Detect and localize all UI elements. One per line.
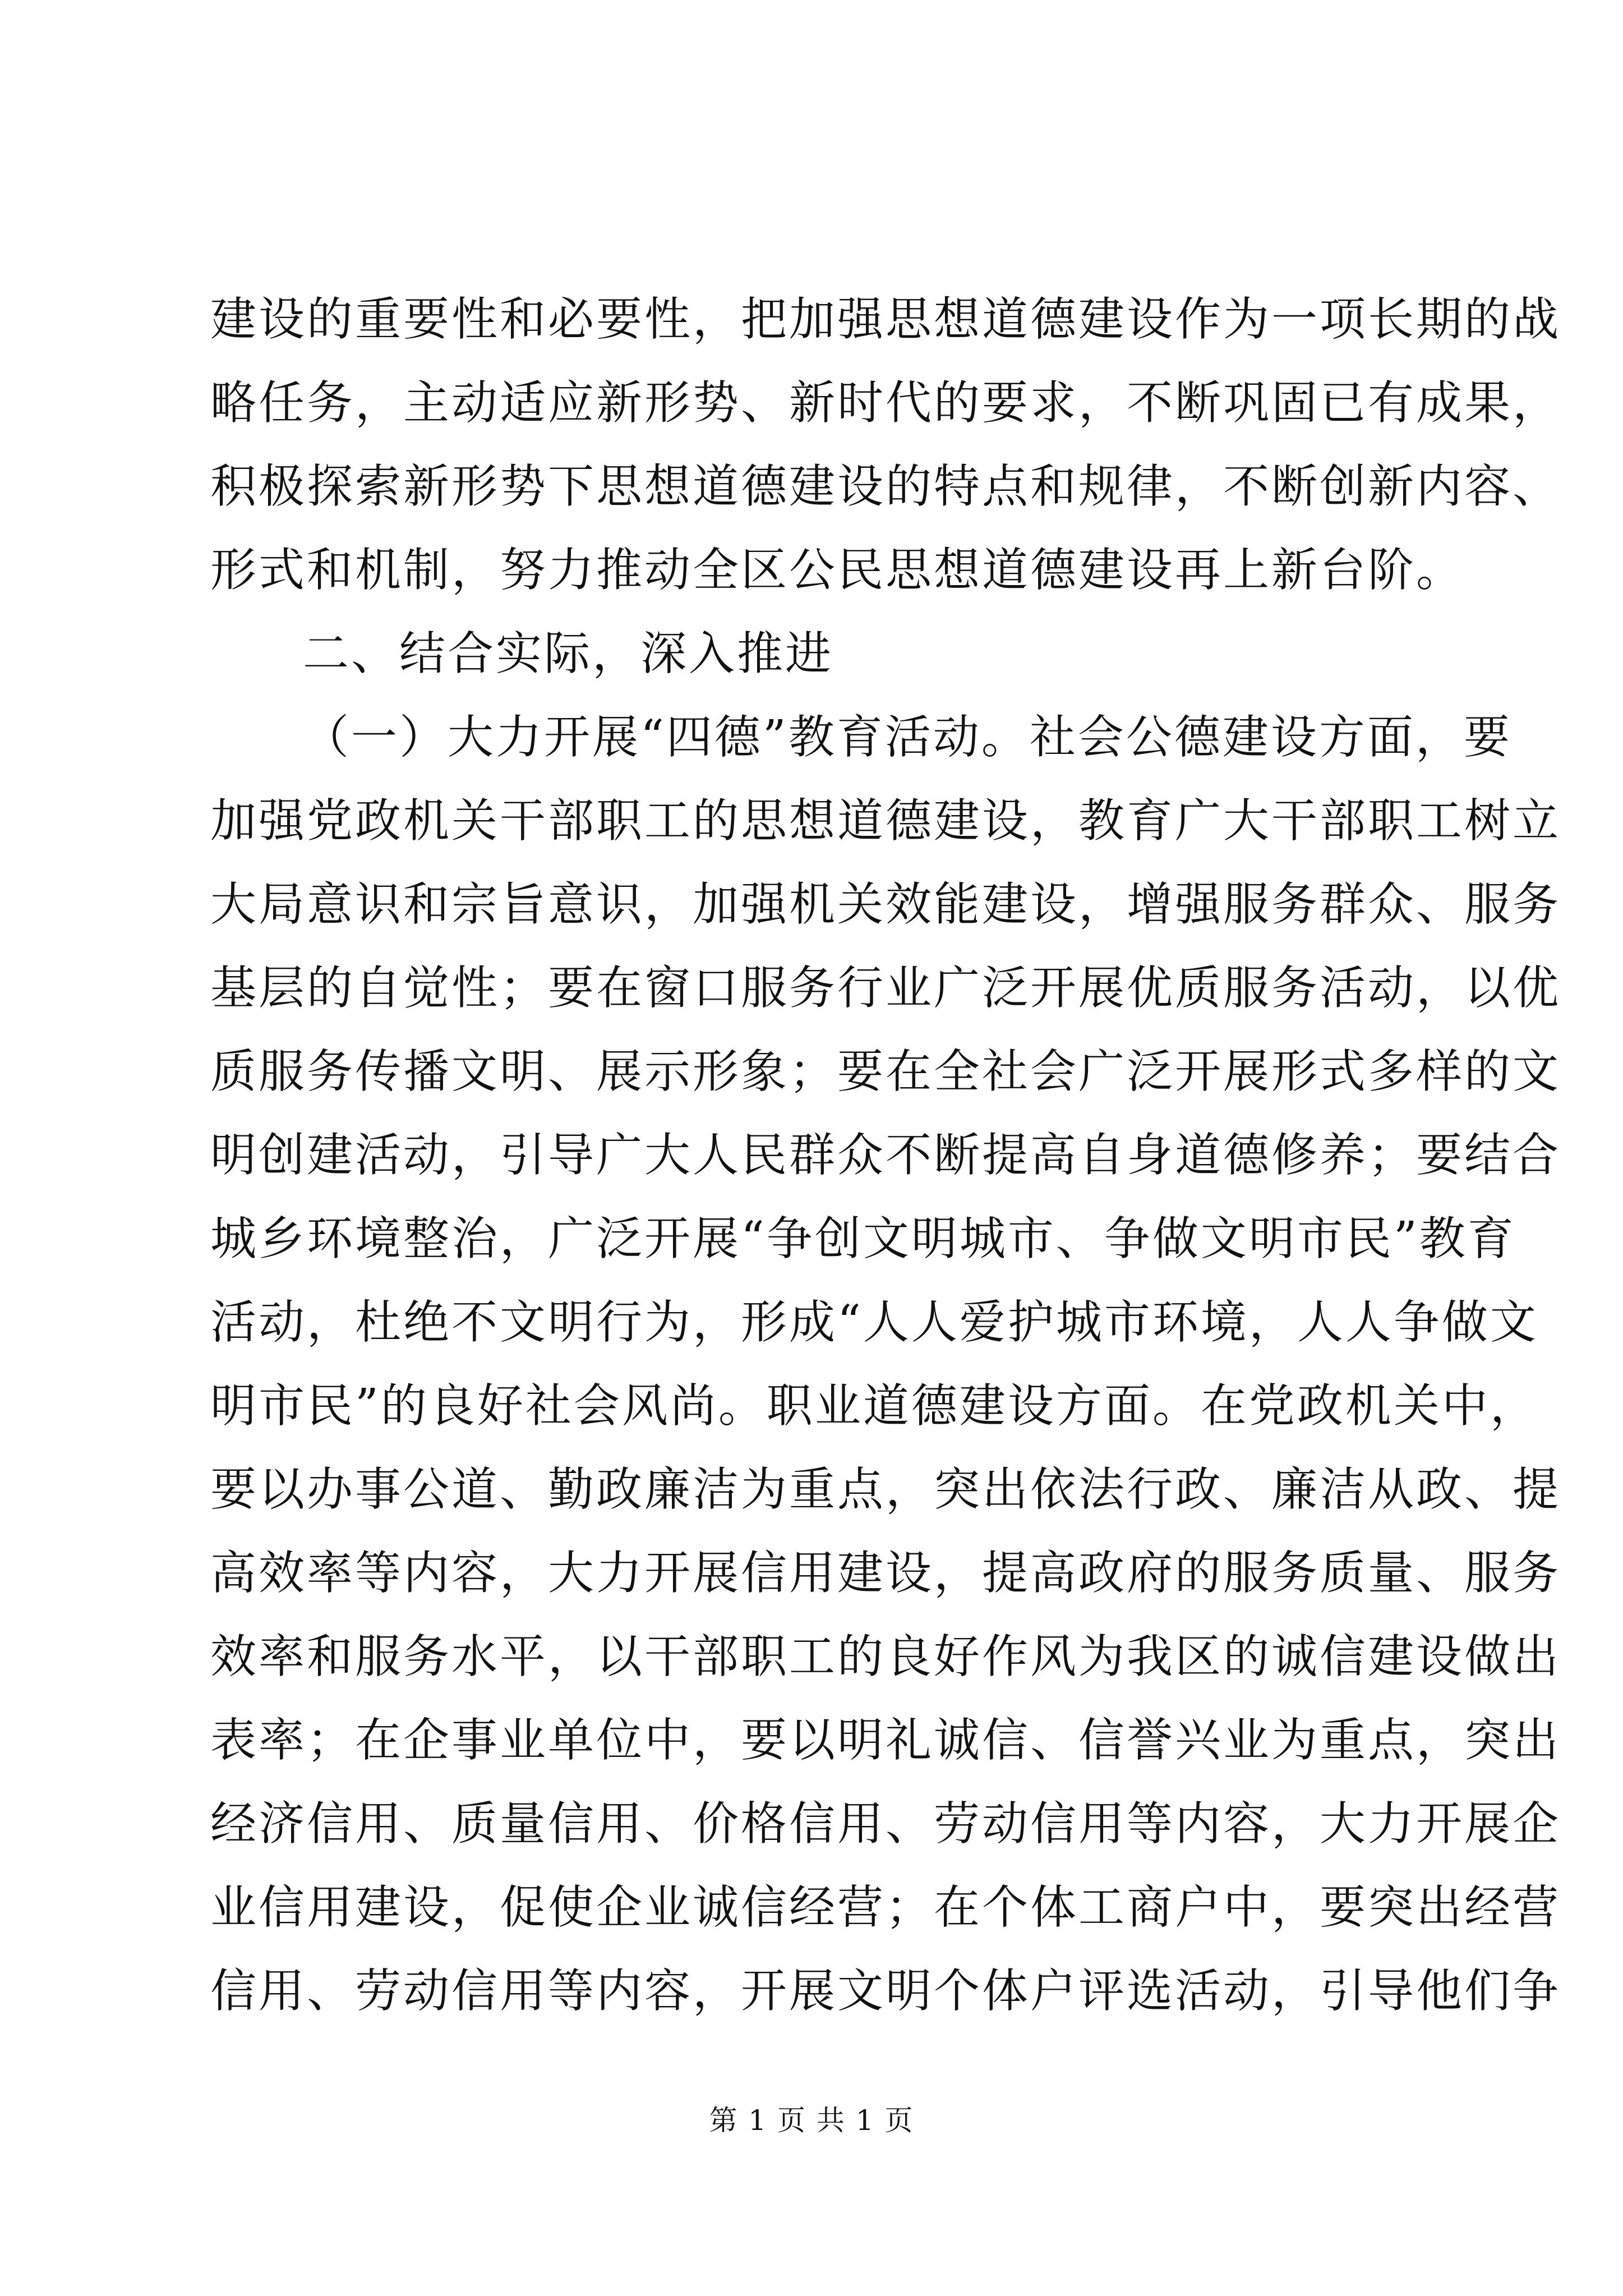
text-line: 形式和机制，努力推动全区公民思想道德建设再上新台阶。 — [210, 544, 1465, 597]
text-line: 积极探索新形势下思想道德建设的特点和规律，不断创新内容、 — [210, 460, 1561, 513]
text-line: 明市民”的良好社会风尚。职业道德建设方面。在党政机关中， — [210, 1379, 1538, 1433]
text-line: 经济信用、质量信用、价格信用、劳动信用等内容，大力开展企 — [210, 1797, 1561, 1851]
text-line: 信用、劳动信用等内容，开展文明个体户评选活动，引导他们争 — [210, 1964, 1561, 2018]
text-line: 明创建活动，引导广大人民群众不断提高自身道德修养；要结合 — [210, 1129, 1561, 1182]
text-line: 加强党政机关干部职工的思想道德建设，教育广大干部职工树立 — [210, 794, 1561, 848]
text-line: 略任务，主动适应新形势、新时代的要求，不断巩固已有成果， — [210, 376, 1561, 430]
text-line: 基层的自觉性；要在窗口服务行业广泛开展优质服务活动，以优 — [210, 961, 1561, 1015]
text-line: 业信用建设，促使企业诚信经营；在个体工商户中，要突出经营 — [210, 1881, 1561, 1934]
text-line: 活动，杜绝不文明行为，形成“人人爱护城市环境，人人争做文 — [210, 1296, 1538, 1349]
paragraph-first-line: （一）大力开展“四德”教育活动。社会公德建设方面，要 — [303, 711, 1512, 764]
text-line: 质服务传播文明、展示形象；要在全社会广泛开展形式多样的文 — [210, 1045, 1561, 1098]
text-line: 建设的重要性和必要性，把加强思想道德建设作为一项长期的战 — [210, 293, 1561, 346]
text-line: 要以办事公道、勤政廉洁为重点，突出依法行政、廉洁从政、提 — [210, 1463, 1561, 1516]
text-line: 高效率等内容，大力开展信用建设，提高政府的服务质量、服务 — [210, 1547, 1561, 1600]
text-line: 大局意识和宗旨意识，加强机关效能建设，增强服务群众、服务 — [210, 878, 1561, 931]
text-line: 效率和服务水平，以干部职工的良好作风为我区的诚信建设做出 — [210, 1630, 1561, 1683]
text-line: 城乡环境整治，广泛开展“争创文明城市、争做文明市民”教育 — [210, 1212, 1516, 1266]
section-heading: 二、结合实际，深入推进 — [303, 627, 834, 680]
text-line: 表率；在企事业单位中，要以明礼诚信、信誉兴业为重点，突出 — [210, 1714, 1561, 1767]
page-footer: 第 1 页 共 1 页 — [709, 2104, 914, 2137]
